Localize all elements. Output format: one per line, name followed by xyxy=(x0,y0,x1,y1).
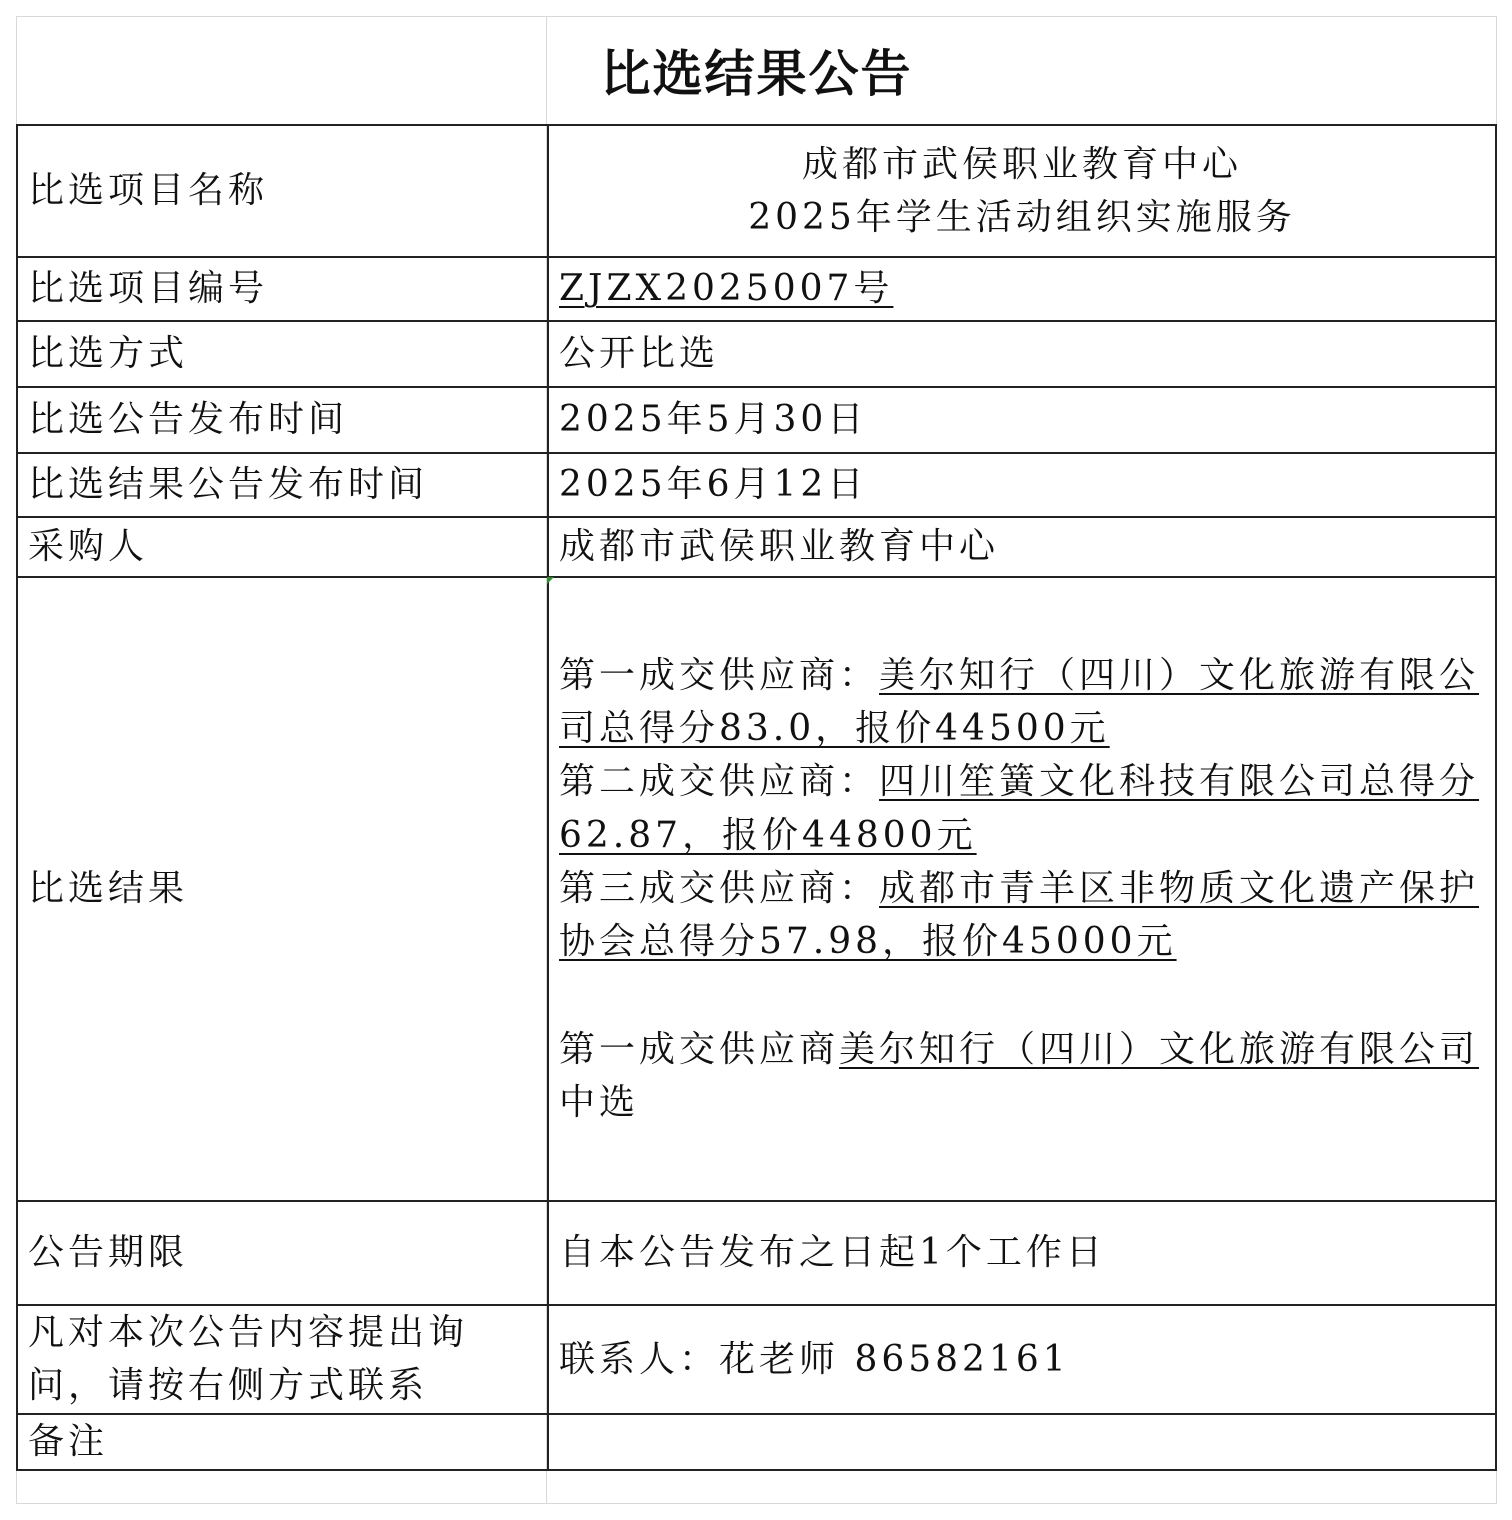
project-name-label-cell[interactable] xyxy=(17,125,548,257)
winner-suffix: 中选 xyxy=(559,1081,640,1123)
period-value-cell[interactable] xyxy=(548,1201,1496,1305)
table-row xyxy=(17,1414,1496,1470)
period-label: 公告期限 xyxy=(28,1232,189,1274)
winner-prefix: 第一成交供应商 xyxy=(559,1028,840,1070)
purchaser-label-cell[interactable] xyxy=(17,517,548,577)
project-number-label: 比选项目编号 xyxy=(28,268,269,310)
project-name-line2: 2025年学生活动组织实施服务 xyxy=(748,197,1296,238)
announce-date-value: 2025年5月30日 xyxy=(559,399,868,441)
first-supplier xyxy=(559,649,1485,756)
project-name-value-cell[interactable] xyxy=(548,125,1496,257)
table-row xyxy=(17,321,1496,387)
period-label-cell[interactable] xyxy=(17,1201,548,1305)
grid-line xyxy=(16,1503,1497,1504)
result-date-label-cell[interactable] xyxy=(17,453,548,517)
method-label-cell[interactable] xyxy=(17,321,548,387)
first-supplier-detail: 美尔知行（四川）文化旅游有限公司总得分83.0，报价44500元 xyxy=(559,654,1480,750)
winner-statement xyxy=(559,1023,1485,1130)
inquiry-label-cell[interactable] xyxy=(17,1305,548,1414)
result-date-value-cell[interactable] xyxy=(548,453,1496,517)
inquiry-value: 联系人：花老师 86582161 xyxy=(559,1338,1070,1380)
inquiry-value-cell[interactable] xyxy=(548,1305,1496,1414)
winner-name: 美尔知行（四川）文化旅游有限公司 xyxy=(839,1028,1480,1070)
inquiry-label: 凡对本次公告内容提出询问，请按右侧方式联系 xyxy=(28,1312,469,1407)
purchaser-label: 采购人 xyxy=(28,526,149,568)
third-supplier xyxy=(559,862,1485,969)
table-row xyxy=(17,453,1496,517)
announcement-table xyxy=(16,124,1497,1471)
announce-date-label: 比选公告发布时间 xyxy=(28,399,349,441)
result-label-cell[interactable] xyxy=(17,577,548,1201)
method-value-cell[interactable] xyxy=(548,321,1496,387)
table-row xyxy=(17,125,1496,257)
table-row xyxy=(17,517,1496,577)
period-value: 自本公告发布之日起1个工作日 xyxy=(559,1232,1106,1274)
third-supplier-prefix: 第三成交供应商： xyxy=(559,868,880,909)
project-name-label: 比选项目名称 xyxy=(28,170,269,212)
project-number-label-cell[interactable] xyxy=(17,257,548,321)
remarks-label-cell[interactable] xyxy=(17,1414,548,1470)
spacer xyxy=(559,969,1485,1023)
project-number-value: ZJZX2025007号 xyxy=(559,268,894,310)
remarks-label: 备注 xyxy=(28,1420,109,1462)
third-supplier-detail: 成都市青羊区非物质文化遗产保护协会总得分57.98，报价45000元 xyxy=(559,868,1480,963)
method-value: 公开比选 xyxy=(559,333,720,375)
second-supplier xyxy=(559,755,1485,862)
result-label: 比选结果 xyxy=(28,868,189,910)
table-row xyxy=(17,577,1496,1201)
table-row xyxy=(17,1201,1496,1305)
purchaser-value-cell[interactable] xyxy=(548,517,1496,577)
result-date-value: 2025年6月12日 xyxy=(559,464,868,506)
purchaser-value: 成都市武侯职业教育中心 xyxy=(559,526,1000,568)
table-row xyxy=(17,387,1496,453)
title-cell[interactable] xyxy=(16,16,1497,124)
cell-comment-indicator xyxy=(547,577,554,584)
project-name-line1: 成都市武侯职业教育中心 xyxy=(801,143,1242,185)
announce-date-value-cell[interactable] xyxy=(548,387,1496,453)
second-supplier-detail: 四川笙簧文化科技有限公司总得分62.87，报价44800元 xyxy=(559,761,1480,856)
table-row xyxy=(17,1305,1496,1414)
remarks-value-cell[interactable] xyxy=(548,1414,1496,1470)
second-supplier-prefix: 第二成交供应商： xyxy=(559,761,880,803)
announce-date-label-cell[interactable] xyxy=(17,387,548,453)
project-number-value-cell[interactable] xyxy=(548,257,1496,321)
result-value-cell[interactable] xyxy=(548,577,1496,1201)
page-title: 比选结果公告 xyxy=(600,45,913,103)
method-label: 比选方式 xyxy=(28,333,189,375)
table-row xyxy=(17,257,1496,321)
first-supplier-prefix: 第一成交供应商： xyxy=(559,654,880,696)
result-date-label: 比选结果公告发布时间 xyxy=(28,464,429,506)
